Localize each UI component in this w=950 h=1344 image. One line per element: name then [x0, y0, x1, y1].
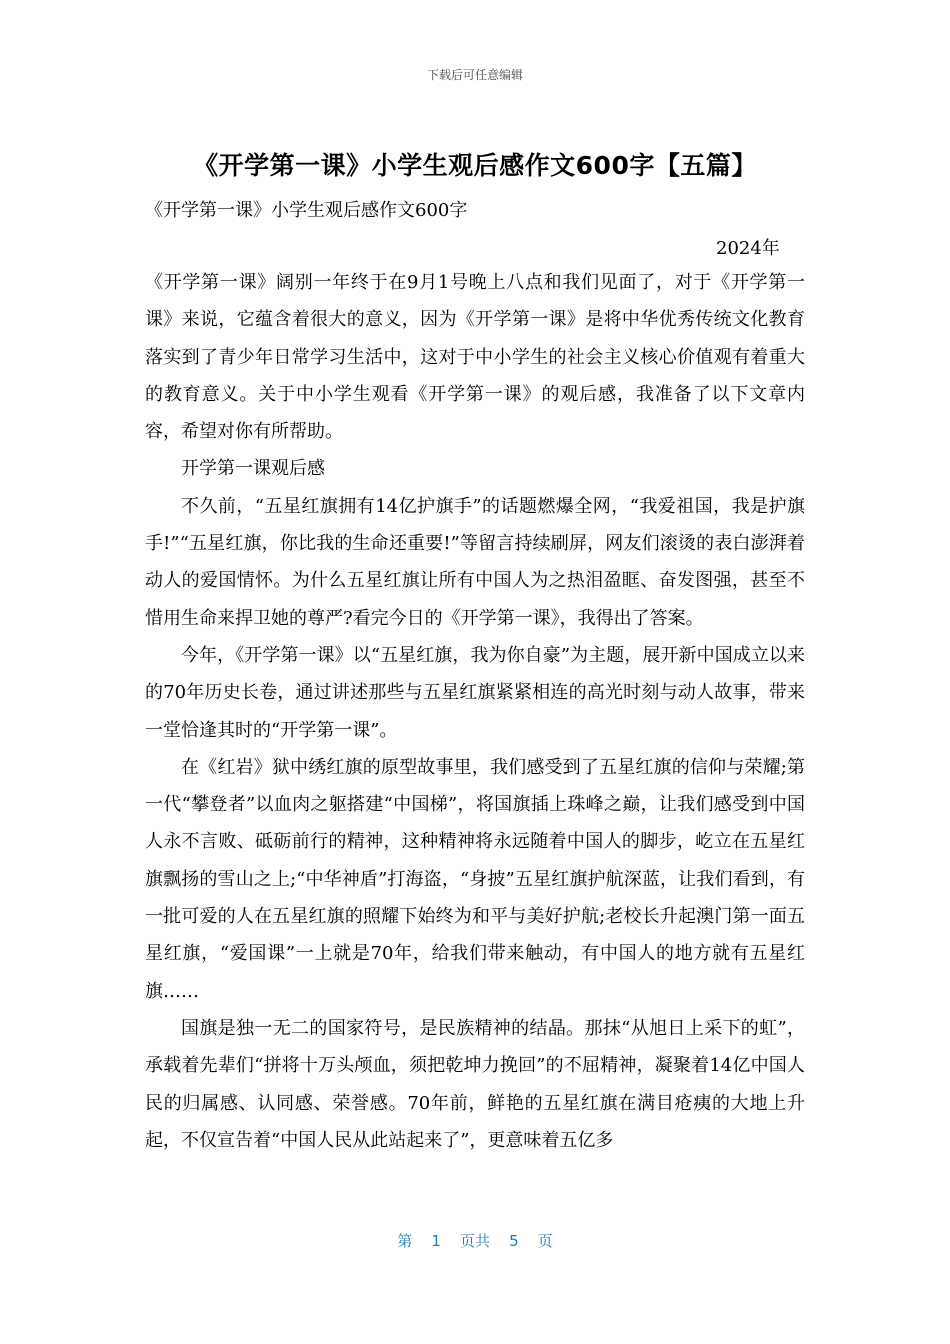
document-body — [145, 264, 805, 1159]
header-note: 下载后可任意编辑 — [426, 68, 523, 82]
document-date: 2024年 — [716, 238, 780, 259]
paragraph: 国旗是独一无二的国家符号，是民族精神的结晶。那抹“从旭日上采下的虹”，承载着先辈们“拼将十万头颅血，须把乾坤力挽回”的不屈精神，凝聚着14亿中国人民的归属感、认同感、荣誉感。70年前，鲜艳的五星红旗在满目疮痍的大地上升起，不仅宣告着“中国人民从此站起来了”，更意味着五亿多 — [145, 1017, 805, 1151]
footer-total-pages: 5 — [509, 1232, 519, 1250]
section-heading: 开学第一课观后感 — [181, 458, 325, 480]
footer-page-suffix: 页 — [537, 1232, 553, 1250]
paragraph: 今年，《开学第一课》以“五星红旗，我为你自豪”为主题，展开新中国成立以来的70年历史长卷，通过讲述那些与五星红旗紧紧相连的高光时刻与动人故事，带来一堂恰逢其时的“开学第一课”。 — [145, 644, 805, 741]
footer-page-number: 1 — [431, 1232, 441, 1250]
footer-page-mid: 页共 — [459, 1232, 490, 1250]
page-footer — [0, 1230, 950, 1251]
paragraph: 在《红岩》狱中绣红旗的原型故事里，我们感受到了五星红旗的信仰与荣耀;第一代“攀登者”以血肉之躯搭建“中国梯”，将国旗插上珠峰之巅，让我们感受到中国人永不言败、砥砺前行的精神，这种精神将永远随着中国人的脚步，屹立在五星红旗飘扬的雪山之上;“中华神盾”打海盗，“身披”五星红旗护航深蓝，让我们看到，有一批可爱的人在五星红旗的照耀下始终为和平与美好护航;老校长升起澳门第一面五星红旗，“爱国课”一上就是70年，给我们带来触动，有中国人的地方就有五星红旗…… — [145, 756, 805, 1002]
paragraph: 不久前，“五星红旗拥有14亿护旗手”的话题燃爆全网，“我爱祖国，我是护旗手!”“五星红旗，你比我的生命还重要!”等留言持续刷屏，网友们滚烫的表白澎湃着动人的爱国情怀。为什么五星红旗让所有中国人为之热泪盈眶、奋发图强，甚至不惜用生命来捍卫她的尊严?看完今日的《开学第一课》，我得出了答案。 — [145, 495, 805, 629]
footer-page-prefix: 第 — [397, 1232, 413, 1250]
document-subtitle: 《开学第一课》小学生观后感作文600字 — [145, 200, 468, 221]
document-title: 《开学第一课》小学生观后感作文600字【五篇】 — [193, 151, 757, 180]
paragraph-intro: 《开学第一课》阔别一年终于在9月1号晚上八点和我们见面了，对于《开学第一课》来说，它蕴含着很大的意义，因为《开学第一课》是将中华优秀传统文化教育落实到了青少年日常学习生活中，这对于中小学生的社会主义核心价值观有着重大的教育意义。关于中小学生观看《开学第一课》的观后感，我准备了以下文章内容，希望对你有所帮助。 — [145, 272, 805, 443]
